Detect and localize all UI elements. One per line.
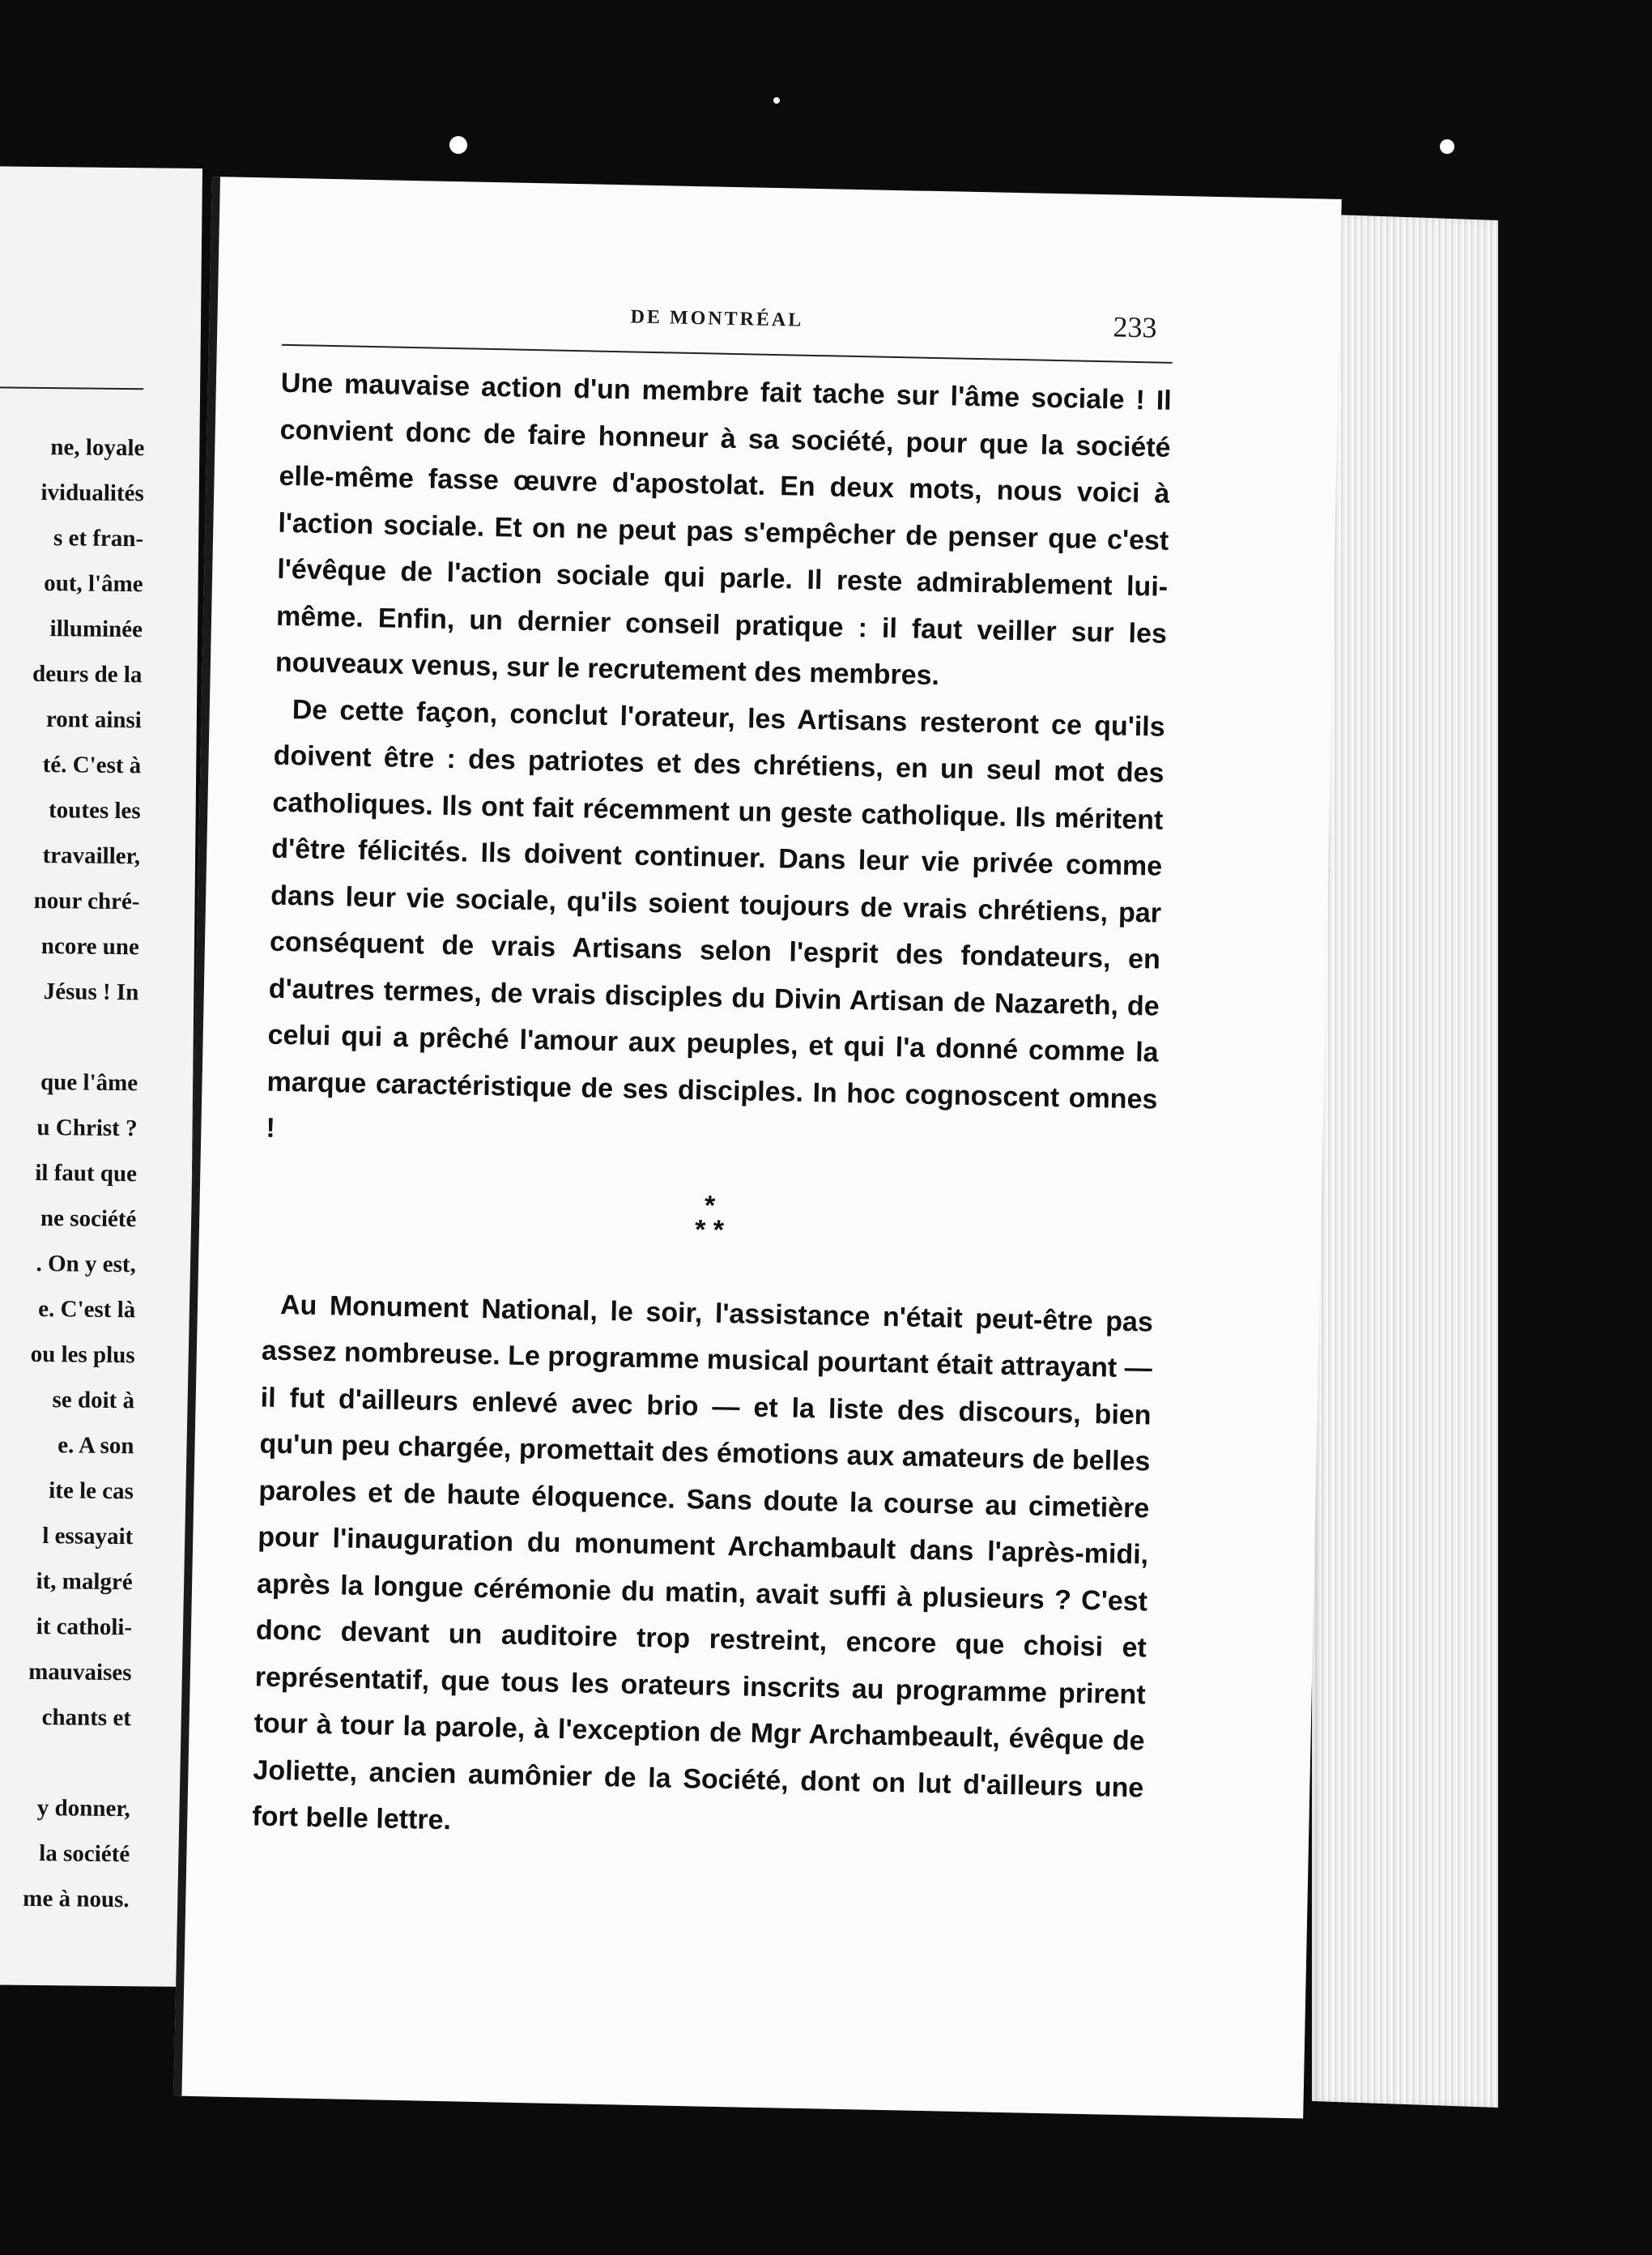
left-line: Jésus ! In: [43, 978, 139, 1006]
dust-speck: [1440, 139, 1454, 154]
left-page: [0, 166, 202, 1987]
left-line: y donner,: [36, 1795, 130, 1822]
left-line: toutes les: [48, 797, 141, 825]
left-line: illuminée: [49, 616, 143, 643]
left-page-rule: [0, 386, 143, 390]
running-head: [282, 300, 1173, 358]
left-line: deurs de la: [32, 660, 143, 688]
left-line: ite le cas: [49, 1477, 134, 1505]
left-line: travailler,: [42, 842, 141, 870]
left-line: . On y est,: [36, 1250, 136, 1278]
left-line: out, l'âme: [44, 570, 143, 598]
left-line-gap: [0, 1739, 131, 1786]
left-line: it catholi-: [36, 1613, 133, 1641]
left-line: que l'âme: [40, 1069, 138, 1097]
running-title: DE MONTRÉAL: [630, 306, 804, 331]
left-line-gap: [0, 1013, 138, 1060]
left-line: e. A son: [57, 1432, 134, 1460]
body-text: [252, 360, 1172, 1858]
left-line: ividualités: [40, 479, 144, 507]
left-line: chants et: [41, 1704, 132, 1732]
left-line: l essayait: [42, 1523, 134, 1550]
paragraph-1: Une mauvaise action d'un membre fait tache sur l'âme sociale ! Il convient donc de faire honneur à sa société, pour que la société elle-même fasse œuvre d'apostolat. En deux mots, nous voici à l'action sociale. Et on ne peut pas s'empêcher de penser que c'est l'évêque de l'action sociale qui parle. Il reste admirablement lui-même. Enfin, un dernier conseil pratique : il faut veiller sur les nouveaux venus, sur le recrutement des membres.: [275, 367, 1173, 692]
dust-speck: [773, 97, 780, 104]
left-line: se doit à: [52, 1387, 135, 1414]
left-page-text: [0, 424, 145, 1922]
left-line: s et fran-: [53, 525, 144, 552]
left-line: ou les plus: [30, 1341, 135, 1369]
page-edges: [1312, 214, 1498, 2108]
asterism-separator: [264, 1184, 1156, 1251]
left-line: me à nous.: [23, 1885, 130, 1913]
left-line: ne société: [40, 1205, 137, 1233]
left-line: ne, loyale: [50, 434, 145, 462]
dust-speck: [449, 136, 467, 154]
page-number: 233: [1113, 310, 1157, 344]
asterism-top: *: [704, 1189, 716, 1221]
left-line: il faut que: [35, 1159, 138, 1187]
left-line: té. C'est à: [42, 752, 142, 779]
left-line: nour chré-: [33, 887, 140, 915]
right-page: [173, 177, 1341, 2119]
left-line: e. C'est là: [38, 1295, 136, 1324]
left-line: la société: [39, 1840, 130, 1868]
asterism-bottom: * *: [694, 1213, 725, 1246]
left-line: ncore une: [40, 933, 140, 961]
left-line: u Christ ?: [36, 1114, 138, 1142]
paragraph-3: Au Monument National, le soir, l'assistance n'était peut-être pas assez nombreuse. Le programme musical pourtant était attrayant — il fut d'ailleurs enlevé avec brio — et la liste des discours, bien qu'un peu chargée, promettait des émotions aux amateurs de belles paroles et de haute éloquence. Sans doute la course au cimetière pour l'inauguration du monument Archambault dans l'après-midi, après la longue cérémonie du matin, avait suffi à plusieurs ? C'est donc devant un auditoire trop restreint, encore que choisi et représentatif, que tous les orateurs inscrits au programme prirent tour à tour la parole, à l'exception de Mgr Archambeault, évêque de Joliette, ancien aumônier de la Société, dont on lut d'ailleurs une fort belle lettre.: [251, 1289, 1154, 1836]
paragraph-2: De cette façon, conclut l'orateur, les Artisans resteront ce qu'ils doivent être : des patriotes et des chrétiens, en un seul mot des catholiques. Ils ont fait récemment un geste catholique. Ils méritent d'être félicités. Ils doivent continuer. Dans leur vie privée comme dans leur vie sociale, qu'ils soient toujours de vrais chrétiens, par conséquent de vrais Artisans selon l'esprit des fondateurs, en d'autres termes, de vrais disciples du Divin Artisan de Nazareth, de celui qui a prêché l'amour aux peuples, et qui l'a donné comme la marque caractéristique de ses disciples. In hoc cognoscent omnes !: [266, 693, 1165, 1144]
left-line: ront ainsi: [45, 706, 143, 734]
left-line: it, malgré: [36, 1567, 133, 1596]
left-line: mauvaises: [28, 1658, 132, 1686]
